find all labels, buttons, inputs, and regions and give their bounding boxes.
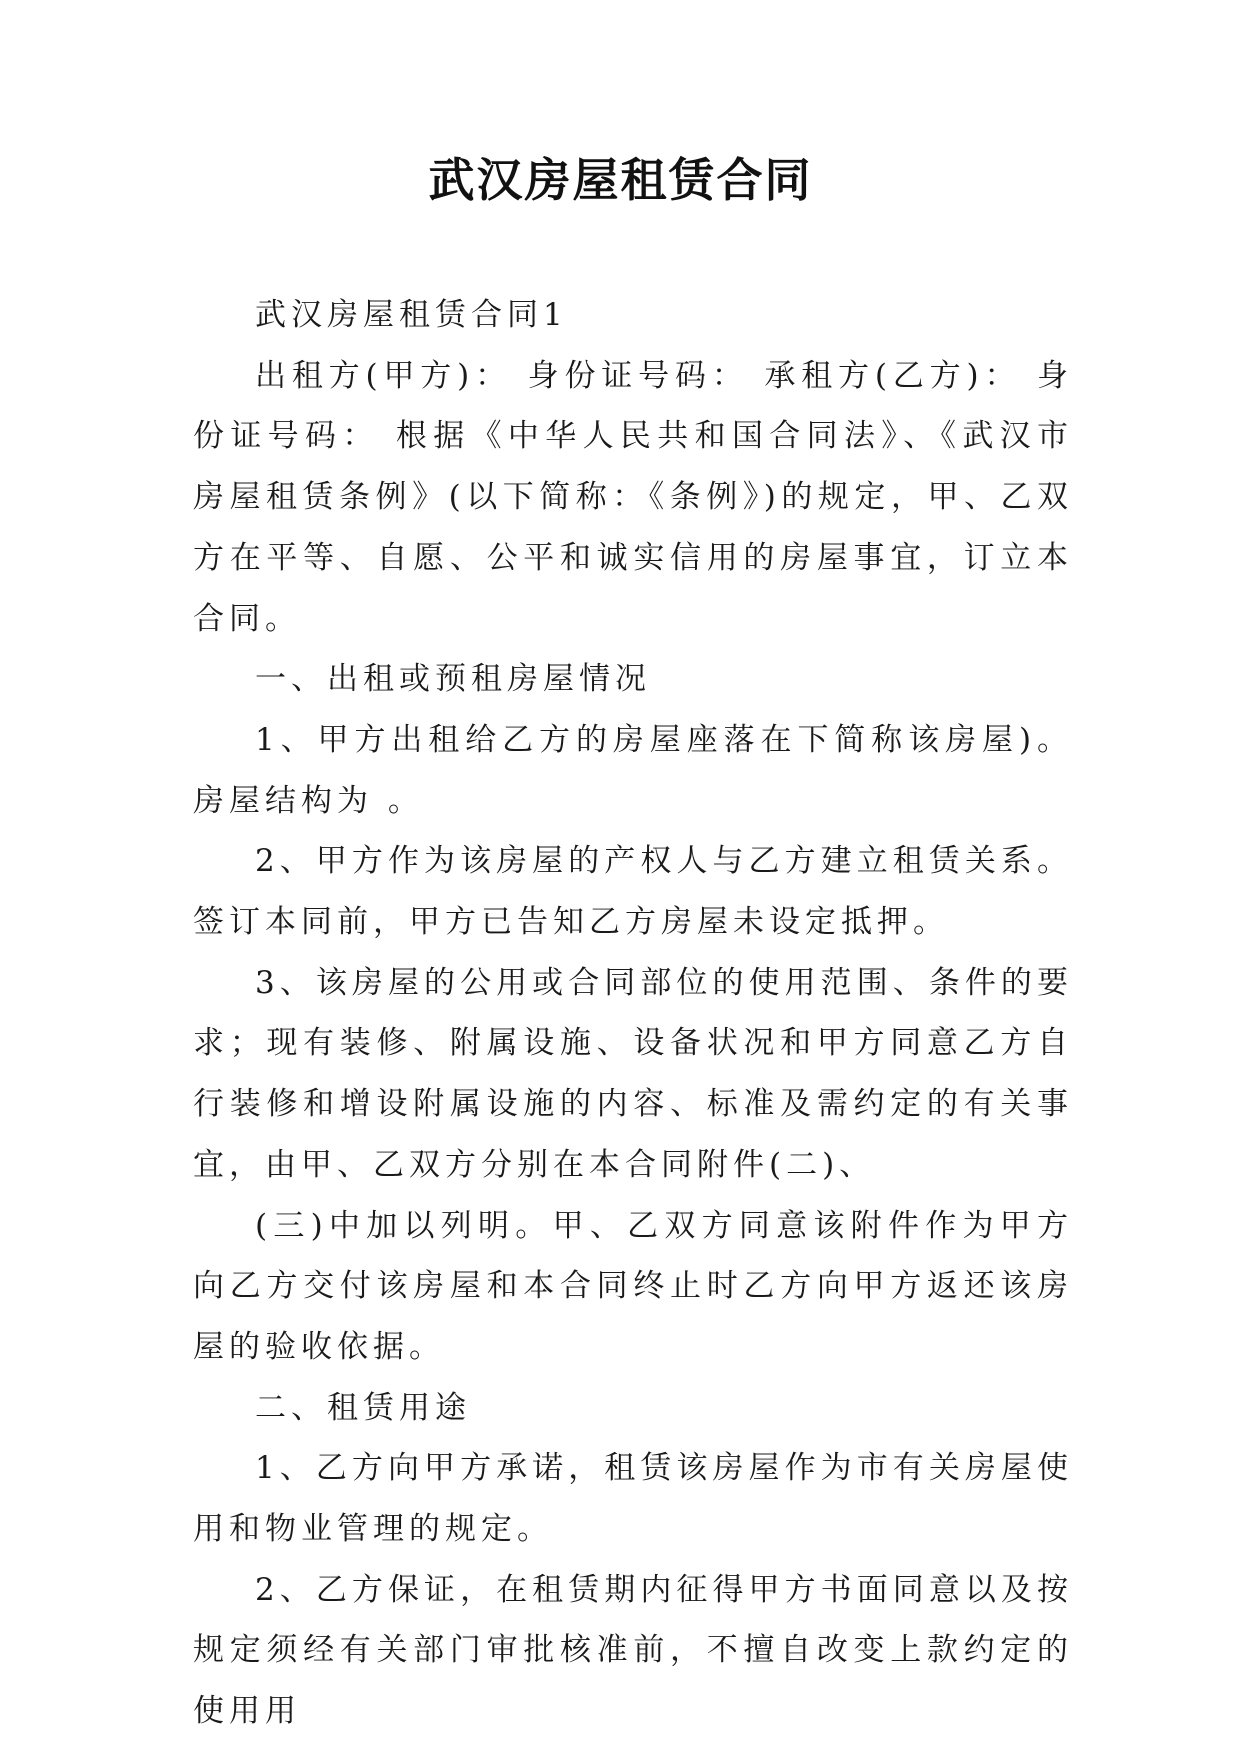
paragraph-clause-1-1: 1、甲方出租给乙方的房屋座落在下简称该房屋)。房屋结构为 。	[193, 721, 1073, 819]
paragraph-clause-2-2: 2、乙方保证，在租赁期内征得甲方书面同意以及按规定须经有关部门审批核准前，不擅自改变上款约定的使用用	[193, 1571, 1073, 1730]
document-title: 武汉房屋租赁合同	[428, 153, 813, 207]
paragraph-heading: 武汉房屋租赁合同1	[255, 297, 568, 333]
paragraph-clause-2-1: 1、乙方向甲方承诺，租赁该房屋作为市有关房屋使用和物业管理的规定。	[193, 1450, 1073, 1548]
section-heading-1: 一、出租或预租房屋情况	[255, 661, 651, 698]
paragraph-clause-1-2: 2、甲方作为该房屋的产权人与乙方建立租赁关系。签订本同前，甲方已告知乙方房屋未设定抵押。	[193, 843, 1073, 941]
paragraph-parties: 出租方(甲方)： 身份证号码： 承租方(乙方)： 身份证号码： 根据《中华人民共和国合同法》、《武汉市房屋租赁条例》(以下简称：《条例》)的规定，甲、乙双方在平等、自愿、公平和诚实信用的房屋事宜，订立本合同。	[193, 357, 1073, 637]
paragraph-clause-1-3-cont: (三)中加以列明。甲、乙双方同意该附件作为甲方向乙方交付该房屋和本合同终止时乙方向甲方返还该房屋的验收依据。	[193, 1207, 1073, 1365]
section-heading-2: 二、租赁用途	[255, 1389, 471, 1426]
document-body	[193, 285, 1073, 1742]
paragraph-clause-1-3: 3、该房屋的公用或合同部位的使用范围、条件的要求；现有装修、附属设施、设备状况和甲方同意乙方自行装修和增设附属设施的内容、标准及需约定的有关事宜，由甲、乙双方分别在本合同附件(二)、	[193, 964, 1073, 1183]
